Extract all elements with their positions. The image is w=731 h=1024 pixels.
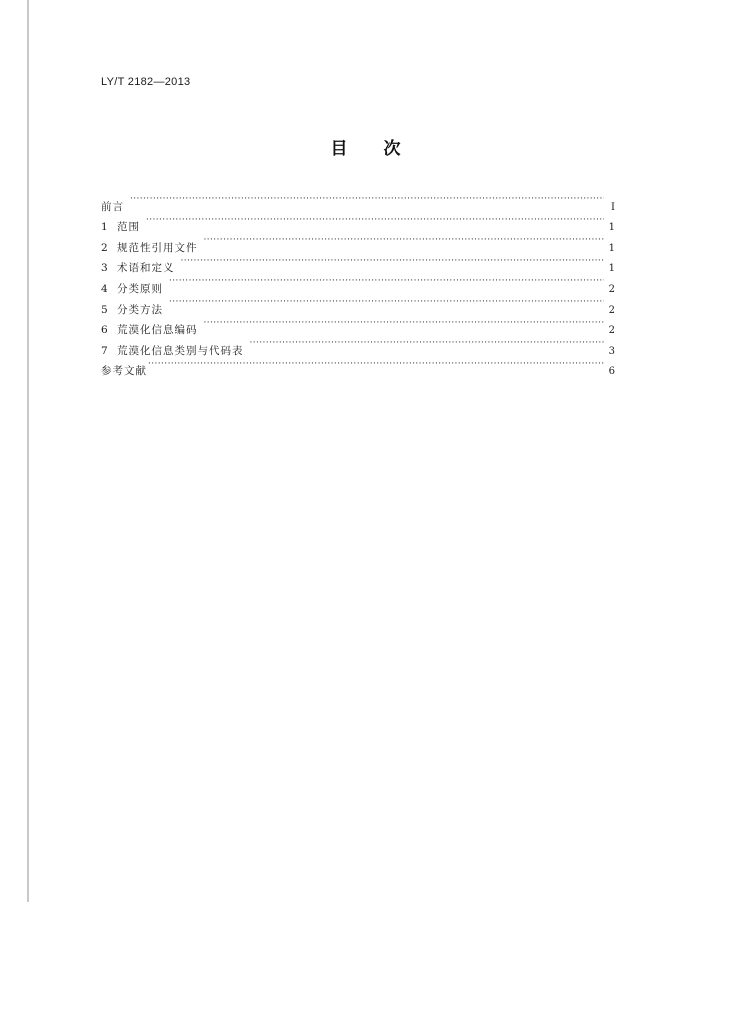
toc-leader-dots — [169, 292, 604, 313]
toc-leader-dots — [204, 230, 605, 251]
toc-entry-bibliography[interactable] — [101, 354, 615, 378]
toc-leader-dots — [146, 210, 604, 231]
toc-title-char-1: 目 — [330, 139, 348, 159]
toc-entry-desertification-coding[interactable] — [101, 313, 615, 337]
toc-leader-dots — [148, 354, 604, 375]
toc-entry-page: 1 — [608, 222, 615, 234]
toc-entry-page: Ⅰ — [611, 201, 615, 213]
toc-entry-page: 6 — [608, 366, 615, 378]
toc-entry-number: 7 — [101, 344, 108, 357]
toc-leader-dots — [204, 313, 605, 334]
toc-entry-label: 规范性引用文件 — [117, 241, 198, 254]
toc-entry-classification-principles[interactable] — [101, 271, 615, 295]
toc-entry-normative-references[interactable] — [101, 230, 615, 254]
toc-entry-classification-method[interactable] — [101, 292, 615, 316]
toc-entry-number: 1 — [101, 221, 108, 234]
toc-entry-foreword[interactable] — [101, 189, 615, 213]
toc-entry-page: 2 — [608, 304, 615, 316]
toc-entry-label: 分类原则 — [117, 282, 163, 295]
toc-entry-number: 3 — [101, 262, 108, 275]
toc-entry-label: 前言 — [101, 200, 124, 213]
toc-entry-label: 术语和定义 — [117, 262, 175, 275]
toc-entry-label: 荒漠化信息类别与代码表 — [117, 344, 244, 357]
toc-entry-scope[interactable] — [101, 210, 615, 234]
toc-title — [0, 134, 731, 159]
toc-entry-label: 范围 — [117, 221, 140, 234]
toc-entry-page: 1 — [608, 263, 615, 275]
standard-number: LY/T 2182—2013 — [101, 76, 191, 88]
toc-entry-number: 6 — [101, 324, 108, 337]
toc-title-char-2: 次 — [383, 139, 401, 159]
toc-entry-label: 荒漠化信息编码 — [117, 324, 198, 337]
toc-entry-label: 参考文献 — [101, 365, 147, 378]
toc-leader-dots — [250, 333, 605, 354]
toc-entry-page: 1 — [608, 242, 615, 254]
toc-entry-number: 5 — [101, 303, 108, 316]
toc-entry-label: 分类方法 — [117, 303, 163, 316]
toc-leader-dots — [169, 271, 604, 292]
toc-entry-page: 2 — [608, 325, 615, 337]
table-of-contents — [101, 189, 615, 378]
toc-leader-dots — [181, 251, 605, 272]
toc-entry-number: 2 — [101, 241, 108, 254]
toc-entry-page: 2 — [608, 283, 615, 295]
toc-entry-number: 4 — [101, 282, 108, 295]
toc-leader-dots — [130, 189, 604, 210]
toc-entry-page: 3 — [608, 345, 615, 357]
